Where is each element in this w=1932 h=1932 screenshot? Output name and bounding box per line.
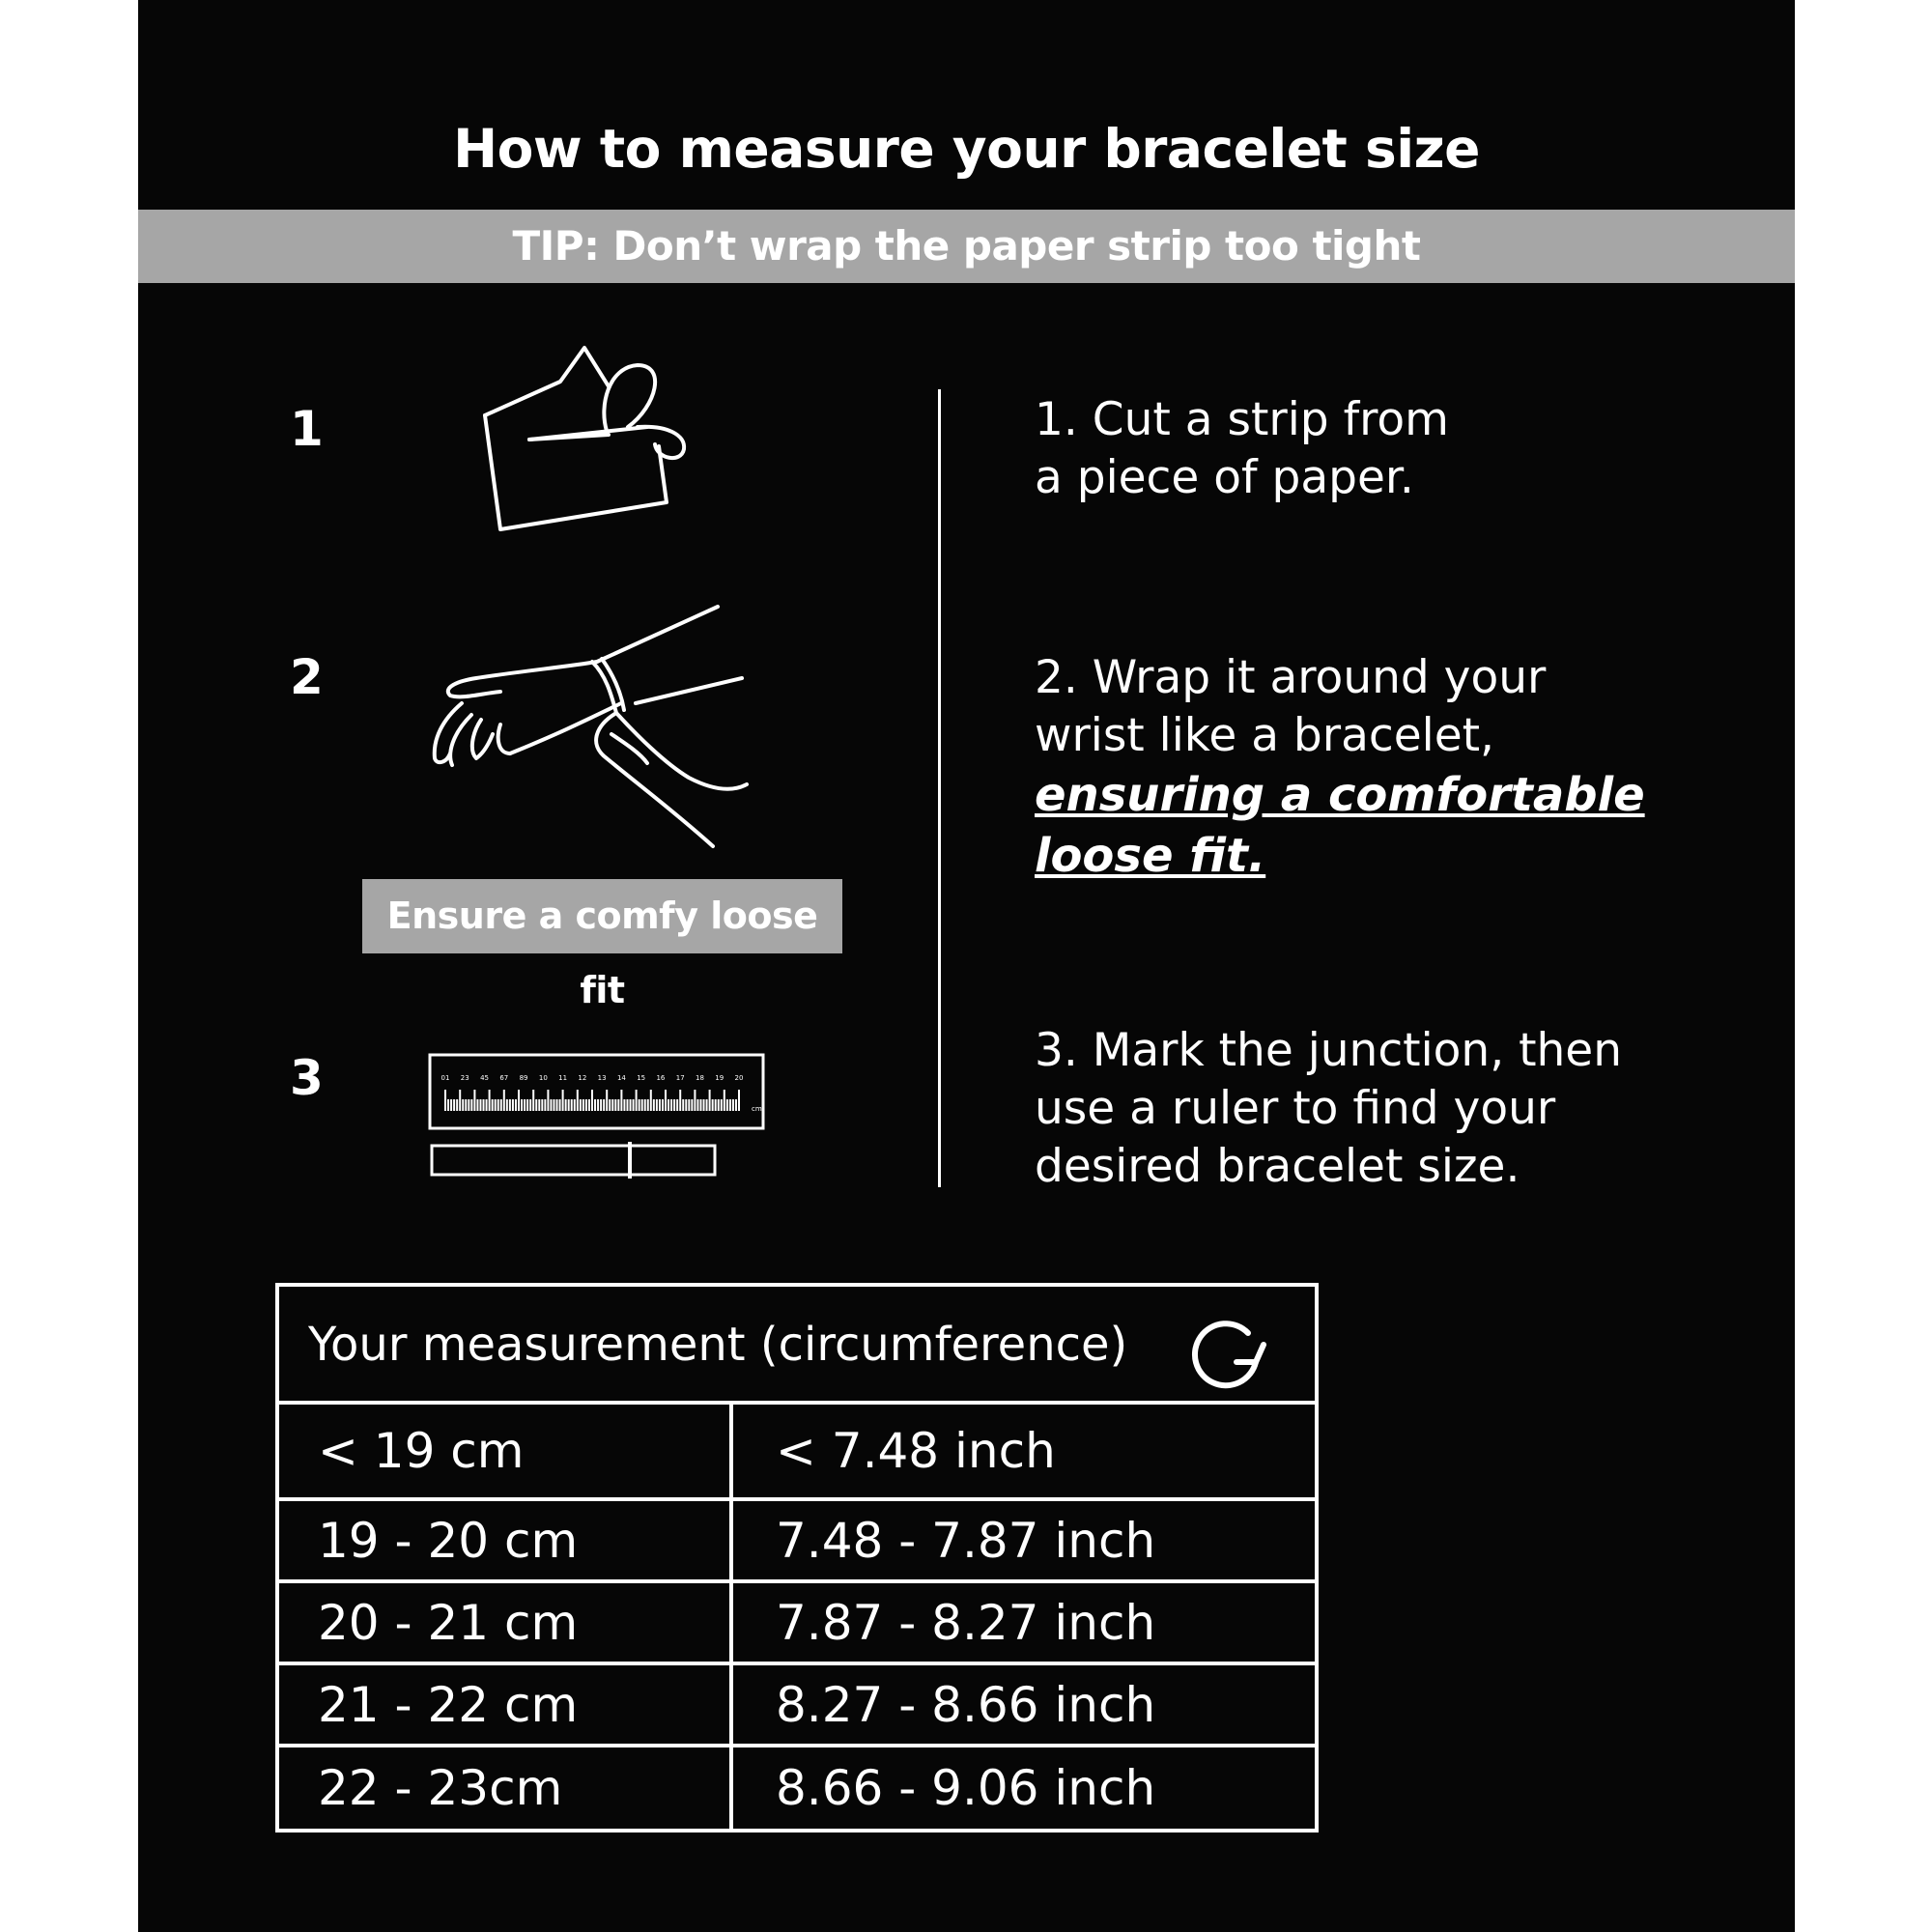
instruction-3-line-2: use a ruler to find your bbox=[1035, 1082, 1556, 1135]
table-row bbox=[279, 1501, 1315, 1583]
tip-text: TIP: Don’t wrap the paper strip too tight bbox=[512, 222, 1421, 270]
instruction-2-emphasis-2: loose fit. bbox=[1035, 829, 1266, 883]
inch-cell: < 7.48 inch bbox=[776, 1423, 1056, 1479]
ruler-label: 23 bbox=[460, 1074, 469, 1082]
ruler-label: 16 bbox=[656, 1074, 666, 1082]
instruction-2-line-2: wrist like a bracelet, bbox=[1035, 709, 1494, 762]
ruler-label: 67 bbox=[499, 1074, 509, 1082]
page-title: How to measure your bracelet size bbox=[453, 118, 1480, 180]
inch-cell: 7.48 - 7.87 inch bbox=[776, 1512, 1156, 1569]
instruction-3-line-3: desired bracelet size. bbox=[1035, 1140, 1520, 1193]
ruler-label: 17 bbox=[675, 1074, 685, 1082]
ruler-label: 45 bbox=[480, 1074, 489, 1082]
ruler-label: 13 bbox=[597, 1074, 607, 1082]
ruler-label: 15 bbox=[637, 1074, 646, 1082]
step-number-3: 3 bbox=[290, 1050, 324, 1106]
ruler-label: 14 bbox=[616, 1074, 626, 1082]
inch-cell: 8.66 - 9.06 inch bbox=[776, 1760, 1156, 1816]
refresh-icon bbox=[1188, 1312, 1275, 1393]
ruler-label: 10 bbox=[538, 1074, 548, 1082]
cm-cell: 22 - 23cm bbox=[279, 1747, 733, 1829]
wrist-wrap-icon bbox=[423, 599, 752, 850]
cm-cell: 21 - 22 cm bbox=[279, 1665, 733, 1744]
table-row bbox=[279, 1405, 1315, 1501]
comfy-fit-badge: Ensure a comfy loose fit bbox=[362, 879, 842, 953]
paper-scissors-icon bbox=[483, 338, 715, 541]
ruler-label: 19 bbox=[715, 1074, 724, 1082]
table-row bbox=[279, 1747, 1315, 1829]
inch-cell: 8.27 - 8.66 inch bbox=[776, 1676, 1156, 1733]
ruler-label: 18 bbox=[696, 1074, 704, 1082]
table-row bbox=[279, 1583, 1315, 1665]
instruction-step-1 bbox=[1035, 391, 1691, 507]
paper-strip bbox=[432, 1146, 715, 1175]
instruction-step-3 bbox=[1035, 1022, 1711, 1196]
ruler-label: 20 bbox=[734, 1074, 744, 1082]
size-table bbox=[275, 1283, 1319, 1833]
tip-banner bbox=[138, 210, 1795, 283]
table-header bbox=[279, 1287, 1315, 1405]
cm-cell: < 19 cm bbox=[279, 1405, 733, 1497]
instruction-3-line-1: 3. Mark the junction, then bbox=[1035, 1024, 1622, 1077]
ruler-icon bbox=[428, 1053, 776, 1188]
table-row bbox=[279, 1665, 1315, 1747]
step-number-2: 2 bbox=[290, 649, 324, 705]
cm-cell: 19 - 20 cm bbox=[279, 1501, 733, 1579]
cm-cell: 20 - 21 cm bbox=[279, 1583, 733, 1662]
instruction-step-2 bbox=[1035, 649, 1691, 887]
instruction-2-line-1: 2. Wrap it around your bbox=[1035, 651, 1547, 704]
ruler-label: 01 bbox=[440, 1074, 450, 1082]
ruler-label: 89 bbox=[519, 1074, 528, 1082]
instruction-2-emphasis-1: ensuring a comfortable bbox=[1035, 768, 1645, 822]
ruler-unit-label: cm bbox=[752, 1105, 762, 1113]
instruction-1-line-1: 1. Cut a strip from bbox=[1035, 393, 1449, 446]
table-header-text: Your measurement (circumference) bbox=[308, 1318, 1128, 1372]
step-number-1: 1 bbox=[290, 401, 324, 457]
column-divider bbox=[938, 389, 941, 1187]
ruler-label: 11 bbox=[558, 1074, 568, 1082]
instruction-1-line-2: a piece of paper. bbox=[1035, 451, 1414, 504]
inch-cell: 7.87 - 8.27 inch bbox=[776, 1594, 1156, 1651]
guide-panel bbox=[138, 0, 1795, 1932]
ruler-label: 12 bbox=[578, 1074, 587, 1082]
